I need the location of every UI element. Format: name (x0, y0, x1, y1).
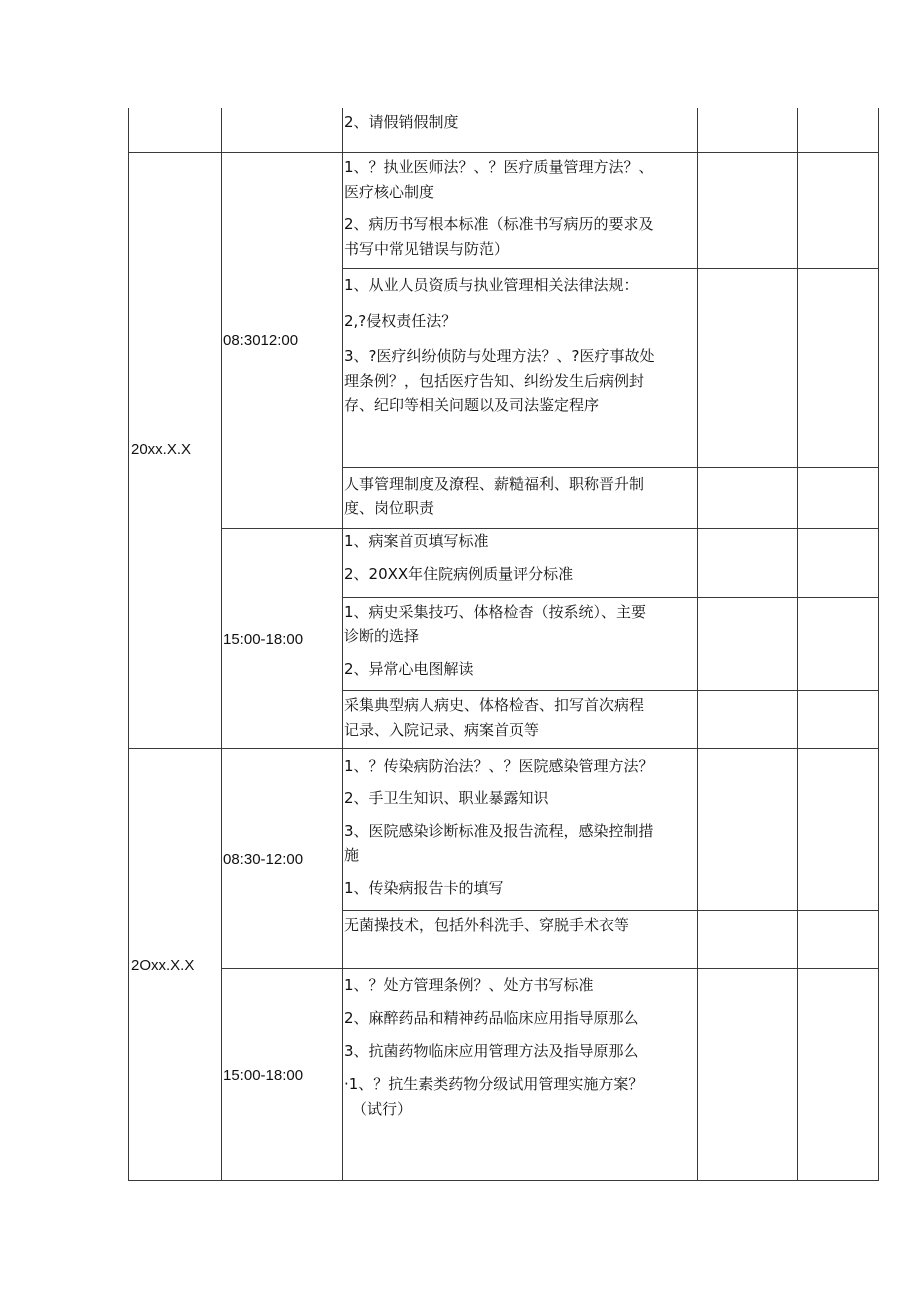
content-line: 1、传染病报告卡的填写 (344, 879, 504, 897)
content-line: ·1、？抗生素类药物分级试用管理实施方案？ (344, 1075, 644, 1093)
content-line: 2,?侵权责任法？ (344, 312, 457, 330)
content-line: 记录、入院记录、病案首页等 (344, 721, 540, 739)
table-rule (221, 108, 222, 1181)
content-line: 2、麻醉药品和精神药品临床应用指导原那么 (344, 1009, 639, 1027)
time-label: 08:30-12:00 (223, 851, 304, 868)
content-line: 1、从业人员资质与执业管理相关法律法规： (344, 276, 639, 294)
table-rule (797, 108, 798, 1181)
table-rule (342, 268, 879, 269)
content-line: 3、医院感染诊断标准及报告流程，感染控制措 (344, 822, 654, 840)
content-line: 书写中常见错误与防范） (344, 240, 510, 258)
content-line: 施 (344, 846, 360, 864)
table-rule (128, 1180, 879, 1181)
content-line: 无菌操技术，包括外科洗手、穿脱手术衣等 (344, 916, 630, 934)
content-line: 1、？传染病防治法？、？医院感染管理方法？ (344, 757, 654, 775)
table-rule (128, 108, 129, 1181)
content-line: 1、病史采集技巧、体格检杳（按系统）、主要 (344, 603, 647, 621)
date-label: 20xx.X.X (131, 441, 192, 458)
time-label: 15:00-18:00 (223, 631, 304, 648)
time-label: 15:00-18:00 (223, 1067, 304, 1084)
date-label: 2Oxx.X.X (131, 957, 195, 974)
table-rule (221, 528, 879, 529)
content-line: （试行） (352, 1100, 413, 1118)
content-line: 诊断的选择 (344, 627, 420, 645)
content-line: 3、抗菌药物临床应用管理方法及指导原那么 (344, 1042, 639, 1060)
content-line: 2、请假销假制度 (344, 113, 459, 131)
content-line: 3、?医疗纠纷侦防与处理方法？、?医疗事故处 (344, 347, 655, 365)
content-line: 2、手卫生知识、职业暴露知识 (344, 789, 549, 807)
content-line: 医疗核心制度 (344, 183, 435, 201)
content-line: 2、异常心电图解读 (344, 660, 474, 678)
table-rule (342, 467, 879, 468)
content-line: 2、20XX年住院病例质量评分标准 (344, 565, 574, 583)
content-line: 采集典型病人病史、体格检杳、扣写首次病程 (344, 696, 645, 714)
table-rule (342, 597, 879, 598)
content-line: 度、岗位职责 (344, 499, 435, 517)
content-line: 存、纪印等相关问题以及司法鉴定程序 (344, 396, 600, 414)
table-rule (221, 968, 879, 969)
content-line: 理条例？，包括医疗告知、纠纷发生后病例封 (344, 372, 645, 390)
content-line: 2、病历书写根本标准（标准书写病历的要求及 (344, 215, 654, 233)
content-line: 1、病案首页填写标准 (344, 532, 489, 550)
table-rule (342, 108, 343, 1181)
table-rule (128, 152, 879, 153)
time-label: 08:3012:00 (223, 332, 299, 349)
table-rule (128, 748, 879, 749)
content-line: 人事管理制度及潦程、薪糙福利、职称晋升制 (344, 475, 645, 493)
table-rule (342, 690, 879, 691)
table-rule (878, 108, 879, 1181)
content-line: 1、？处方管理条例？、处方书写标准 (344, 976, 594, 994)
content-line: 1、？执业医师法？、？医疗质量管理方法？、 (344, 158, 654, 176)
table-rule (342, 910, 879, 911)
table-rule (697, 108, 698, 1181)
